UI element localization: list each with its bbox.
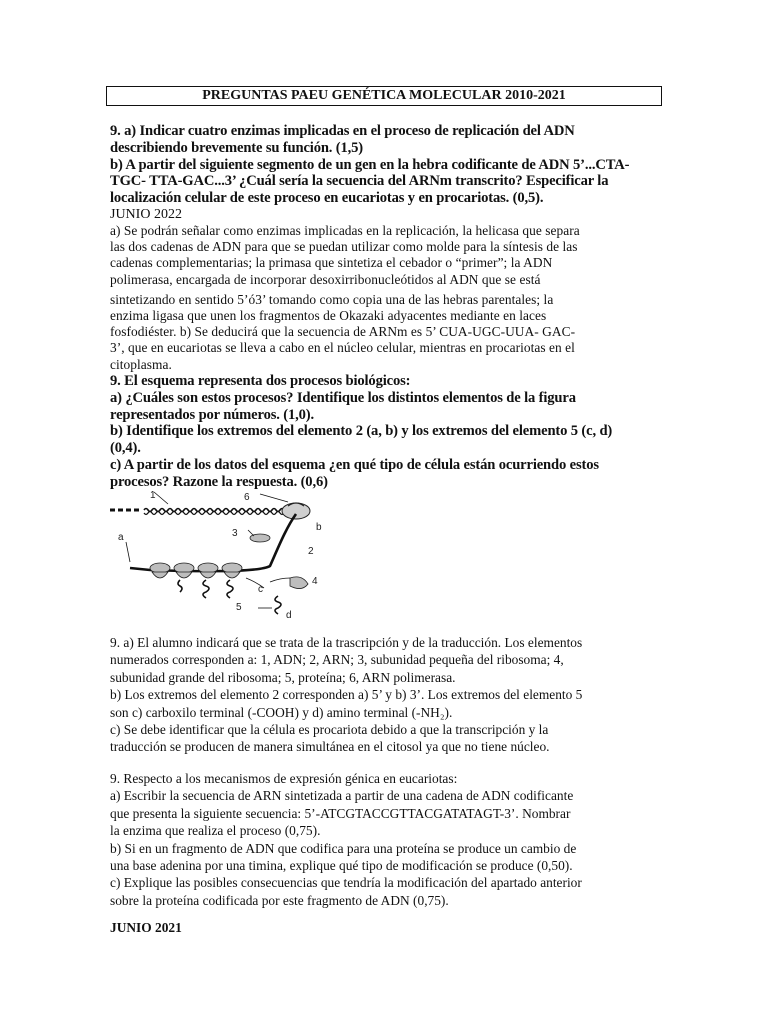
label-d: d — [286, 610, 292, 620]
question-line: la enzima que realiza el proceso (0,75). — [110, 823, 321, 839]
label-5: 5 — [236, 602, 242, 613]
question-1-text — [110, 123, 662, 207]
question-line: 9. El esquema representa dos procesos biológicos: — [110, 373, 411, 389]
answer-line: son c) carboxilo terminal (-COOH) y d) amino terminal (-NH₂). — [110, 704, 453, 720]
answer-line: citoplasma. — [110, 356, 172, 372]
answer-line: a) Se podrán señalar como enzimas implicadas en la replicación, la helicasa que separa — [110, 222, 580, 238]
question-line: b) Identifique los extremos del elemento 2 (a, b) y los extremos del elemento 5 (c, d) — [110, 423, 613, 440]
answer-line: cadenas complementarias; la primasa que sintetiza el cebador o “primer”; la ADN — [110, 255, 553, 271]
answer-line: enzima ligasa que unen los fragmentos de Okazaki adyacentes mediante en laces — [110, 308, 547, 323]
transcription-translation-figure — [110, 488, 350, 620]
label-b: b — [316, 522, 322, 533]
question-line: sobre la proteína codificada por este fragmento de ADN (0,75). — [110, 892, 449, 908]
large-subunit — [290, 577, 308, 589]
label-1: 1 — [150, 490, 156, 501]
question-line: procesos? Razone la respuesta. (0,6) — [110, 473, 328, 490]
exam-date: JUNIO 2022 — [110, 206, 182, 222]
question-line: TGC- TTA-GAC...3’ ¿Cuál sería la secuencia del ARNm transcrito? Especificar la — [110, 173, 609, 190]
document-title: PREGUNTAS PAEU GENÉTICA MOLECULAR 2010-2021 — [106, 86, 662, 106]
answer-line: 3’, que en eucariotas se lleva a cabo en el núcleo celular, mientras en procariotas en el — [110, 340, 575, 356]
question-line: que presenta la siguiente secuencia: 5’-ATCGTACCGTTACGATATAGT-3’. Nombrar — [110, 805, 571, 821]
question-1 — [110, 123, 662, 373]
answer-2 — [110, 634, 662, 756]
mrna-strand — [130, 514, 296, 571]
label-4: 4 — [312, 576, 318, 587]
label-2: 2 — [308, 546, 314, 557]
question-3 — [110, 770, 662, 909]
question-line: describiendo brevemente su función. (1,5) — [110, 139, 364, 156]
answer-line: sintetizando en sentido 5’ó3’ tomando como copia una de las hebras parentales; la — [110, 291, 554, 307]
figure-svg — [110, 488, 350, 620]
question-line: c) Explique las posibles consecuencias que tendría la modificación del apartado anterior — [110, 875, 582, 891]
answer-1 — [110, 223, 662, 373]
label-c: c — [258, 584, 263, 595]
dna-strand — [110, 509, 296, 515]
label-a: a — [118, 532, 124, 543]
label-3: 3 — [232, 528, 238, 539]
protein-chains — [178, 580, 281, 614]
question-line: a) ¿Cuáles son estos procesos? Identifique los distintos elementos de la figura — [110, 389, 576, 406]
question-2 — [110, 373, 662, 491]
answer-line: las dos cadenas de ADN para que se puedan utilizar como molde para la síntesis de las — [110, 239, 578, 255]
answer-line: fosfodiéster. b) Se deducirá que la secuencia de ARNm es 5’ CUA-UGC-UUA- GAC- — [110, 324, 576, 340]
question-line: 9. Respecto a los mecanismos de expresión génica en eucariotas: — [110, 771, 458, 786]
question-line: 9. a) Indicar cuatro enzimas implicadas en el proceso de replicación del ADN — [110, 123, 575, 139]
question-line: c) A partir de los datos del esquema ¿en qué tipo de célula están ocurriendo estos — [110, 456, 599, 473]
label-6: 6 — [244, 492, 250, 503]
answer-line: b) Los extremos del elemento 2 corresponden a) 5’ y b) 3’. Los extremos del elemento 5 — [110, 687, 583, 703]
question-line: representados por números. (1,0). — [110, 406, 314, 423]
question-line: b) A partir del siguiente segmento de un gen en la hebra codificante de ADN 5’...CTA- — [110, 156, 630, 173]
question-line: b) Si en un fragmento de ADN que codifica para una proteína se produce un cambio de — [110, 840, 577, 856]
answer-line: subunidad grande del ribosoma; 5, proteína; 6, ARN polimerasa. — [110, 669, 456, 685]
answer-line: traducción se producen de manera simultánea en el citosol ya que no tiene núcleo. — [110, 739, 550, 755]
answer-line: c) Se debe identificar que la célula es procariota debido a que la transcripción y la — [110, 722, 549, 738]
answer-line: 9. a) El alumno indicará que se trata de la trascripción y de la traducción. Los elementos — [110, 635, 583, 650]
rna-polymerase — [282, 503, 310, 519]
question-line: localización celular de este proceso en eucariotas y en procariotas. (0,5). — [110, 190, 544, 207]
answer-line: polimerasa, encargada de incorporar desoxirribonucleótidos al ADN que se está — [110, 271, 541, 287]
question-line: una base adenina por una timina, explique qué tipo de modificación se produce (0,50). — [110, 858, 573, 874]
footer-date: JUNIO 2021 — [110, 920, 182, 935]
question-line: a) Escribir la secuencia de ARN sintetizada a partir de una cadena de ADN codificante — [110, 788, 574, 804]
answer-line: numerados corresponden a: 1, ADN; 2, ARN; 3, subunidad pequeña del ribosoma; 4, — [110, 652, 564, 668]
question-line: (0,4). — [110, 440, 141, 457]
